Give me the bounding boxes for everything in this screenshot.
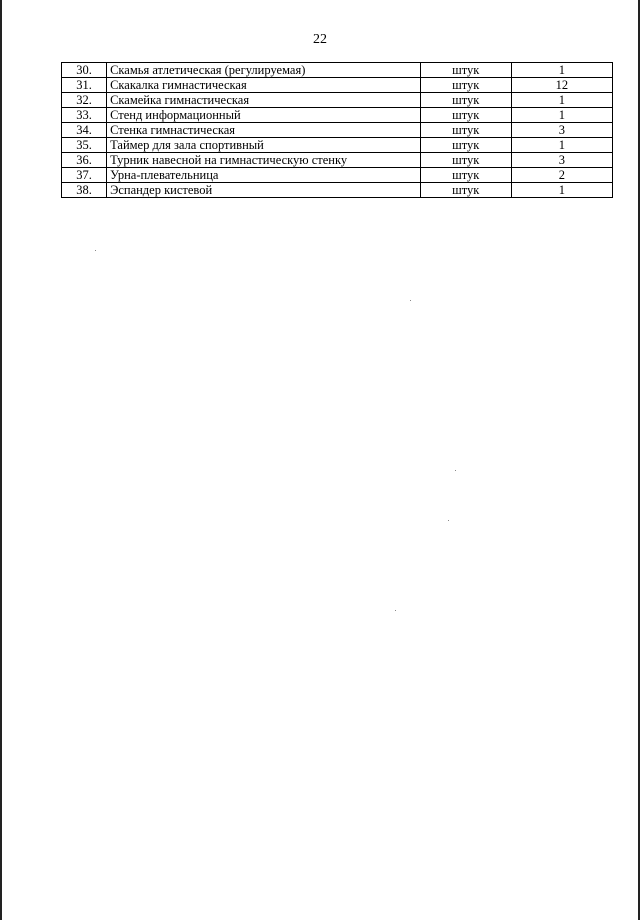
item-unit: штук xyxy=(420,153,511,168)
item-unit: штук xyxy=(420,138,511,153)
table-row xyxy=(62,93,613,108)
item-name: Скамейка гимнастическая xyxy=(107,93,421,108)
row-number: 33. xyxy=(62,108,107,123)
row-number: 35. xyxy=(62,138,107,153)
row-number: 34. xyxy=(62,123,107,138)
item-name: Скакалка гимнастическая xyxy=(107,78,421,93)
item-quantity: 1 xyxy=(511,63,612,78)
item-quantity: 1 xyxy=(511,93,612,108)
row-number: 32. xyxy=(62,93,107,108)
item-quantity: 12 xyxy=(511,78,612,93)
page-number: 22 xyxy=(313,32,327,47)
item-unit: штук xyxy=(420,93,511,108)
item-unit: штук xyxy=(420,63,511,78)
equipment-table-body xyxy=(62,63,613,198)
item-quantity: 1 xyxy=(511,138,612,153)
row-number: 37. xyxy=(62,168,107,183)
item-quantity: 3 xyxy=(511,153,612,168)
scan-speck xyxy=(455,470,456,471)
item-name: Эспандер кистевой xyxy=(107,183,421,198)
table-row xyxy=(62,168,613,183)
item-quantity: 1 xyxy=(511,108,612,123)
table-row xyxy=(62,78,613,93)
scan-speck xyxy=(410,300,411,301)
item-name: Урна-плевательница xyxy=(107,168,421,183)
scan-speck xyxy=(395,610,396,611)
table-row xyxy=(62,138,613,153)
item-unit: штук xyxy=(420,183,511,198)
item-quantity: 3 xyxy=(511,123,612,138)
item-unit: штук xyxy=(420,168,511,183)
item-name: Стенка гимнастическая xyxy=(107,123,421,138)
table-row xyxy=(62,63,613,78)
row-number: 38. xyxy=(62,183,107,198)
item-unit: штук xyxy=(420,78,511,93)
item-name: Стенд информационный xyxy=(107,108,421,123)
item-name: Таймер для зала спортивный xyxy=(107,138,421,153)
scan-edge-left xyxy=(0,0,2,920)
row-number: 30. xyxy=(62,63,107,78)
item-quantity: 2 xyxy=(511,168,612,183)
item-name: Скамья атлетическая (регулируемая) xyxy=(107,63,421,78)
item-name: Турник навесной на гимнастическую стенку xyxy=(107,153,421,168)
row-number: 36. xyxy=(62,153,107,168)
item-unit: штук xyxy=(420,108,511,123)
item-unit: штук xyxy=(420,123,511,138)
table-row xyxy=(62,123,613,138)
table-row xyxy=(62,108,613,123)
item-quantity: 1 xyxy=(511,183,612,198)
row-number: 31. xyxy=(62,78,107,93)
table-row xyxy=(62,183,613,198)
scan-speck xyxy=(95,250,96,251)
scan-speck xyxy=(448,520,449,521)
table-row xyxy=(62,153,613,168)
equipment-table xyxy=(61,62,613,198)
